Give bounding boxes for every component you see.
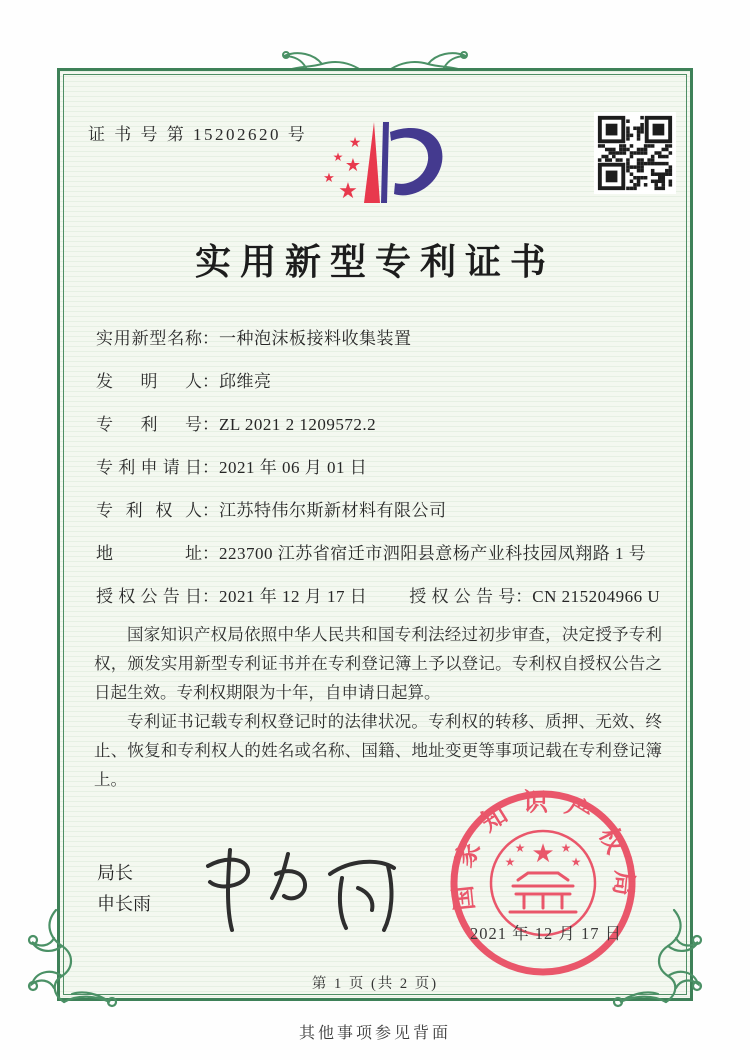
field-label: 授权公告日 (96, 587, 202, 606)
qr-code (594, 112, 676, 194)
svg-text:★: ★ (338, 179, 358, 204)
seal-text: 国家知识产权局 (448, 789, 638, 912)
legal-paragraph-1: 国家知识产权局依照中华人民共和国专利法经过初步审查，决定授予专利权，颁发实用新型专利证书并在专利登记簿上予以登记。专利权自授权公告之日起生效。专利权期限为十年，自申请日起算。 (94, 625, 662, 702)
svg-text:★: ★ (560, 841, 572, 855)
field-row-inventor: 发明人：邱维亮 (96, 369, 662, 395)
field-pair-grant-number: 授权公告号：CN 215204966 U (409, 584, 660, 610)
field-value: 223700 江苏省宿迁市泗阳县意杨产业科技园凤翔路 1 号 (219, 544, 647, 563)
field-value: 2021 年 12 月 17 日 (219, 587, 368, 606)
certificate-number: 证 书 号 第 15202620 号 (88, 125, 308, 144)
national-emblem-icon (505, 839, 582, 869)
field-value: 一种泡沫板接料收集装置 (219, 329, 412, 348)
field-rows (96, 326, 662, 627)
field-value: 2021 年 06 月 01 日 (219, 458, 368, 477)
legal-text (94, 620, 662, 794)
field-label: 专利申请日 (96, 458, 202, 477)
seal-date: 2021 年 12 月 17 日 (469, 924, 623, 943)
svg-text:★: ★ (348, 135, 362, 151)
back-note: 其他事项参见背面 (298, 1025, 451, 1042)
svg-text:★: ★ (504, 855, 516, 869)
officer-block (97, 858, 151, 920)
field-label: 专利权人 (96, 501, 202, 520)
field-value: ZL 2021 2 1209572.2 (219, 415, 377, 434)
field-label: 专利号 (96, 415, 202, 434)
signature (192, 836, 400, 936)
field-row-patent-no: 专利号：ZL 2021 2 1209572.2 (96, 412, 662, 438)
field-row-name: 实用新型名称：一种泡沫板接料收集装置 (96, 326, 662, 352)
field-label: 授权公告号 (409, 587, 516, 606)
certificate-title: 实用新型专利证书 (194, 242, 555, 282)
svg-text:★: ★ (514, 841, 526, 855)
field-row-filing-date: 专利申请日：2021 年 06 月 01 日 (96, 455, 662, 481)
official-seal (448, 788, 638, 978)
field-value: 邱维亮 (219, 372, 272, 391)
field-label: 实用新型名称 (96, 329, 202, 348)
field-row-address: 地址：223700 江苏省宿迁市泗阳县意杨产业科技园凤翔路 1 号 (96, 541, 662, 567)
field-value: 江苏特伟尔斯新材料有限公司 (219, 501, 447, 520)
field-value: CN 215204966 U (532, 587, 661, 606)
field-label: 地址 (96, 544, 202, 563)
svg-text:★: ★ (323, 171, 335, 186)
cnipa-logo-icon (300, 110, 452, 218)
svg-text:★: ★ (570, 855, 582, 869)
svg-text:★: ★ (332, 150, 344, 164)
officer-title: 局长 (97, 863, 133, 883)
field-row-grant: 授权公告日：2021 年 12 月 17 日 授权公告号：CN 215204966 U (96, 584, 662, 610)
field-label: 发明人 (96, 372, 202, 391)
field-row-patentee: 专利权人：江苏特伟尔斯新材料有限公司 (96, 498, 662, 524)
legal-paragraph-2: 专利证书记载专利权登记时的法律状况。专利权的转移、质押、无效、终止、恢复和专利权人的姓名或名称、国籍、地址变更等事项记载在专利登记簿上。 (94, 712, 662, 789)
officer-name: 申长雨 (97, 894, 151, 914)
page-number: 第 1 页 (共 2 页) (311, 976, 439, 992)
svg-text:★: ★ (531, 839, 555, 869)
svg-text:★: ★ (344, 155, 362, 176)
